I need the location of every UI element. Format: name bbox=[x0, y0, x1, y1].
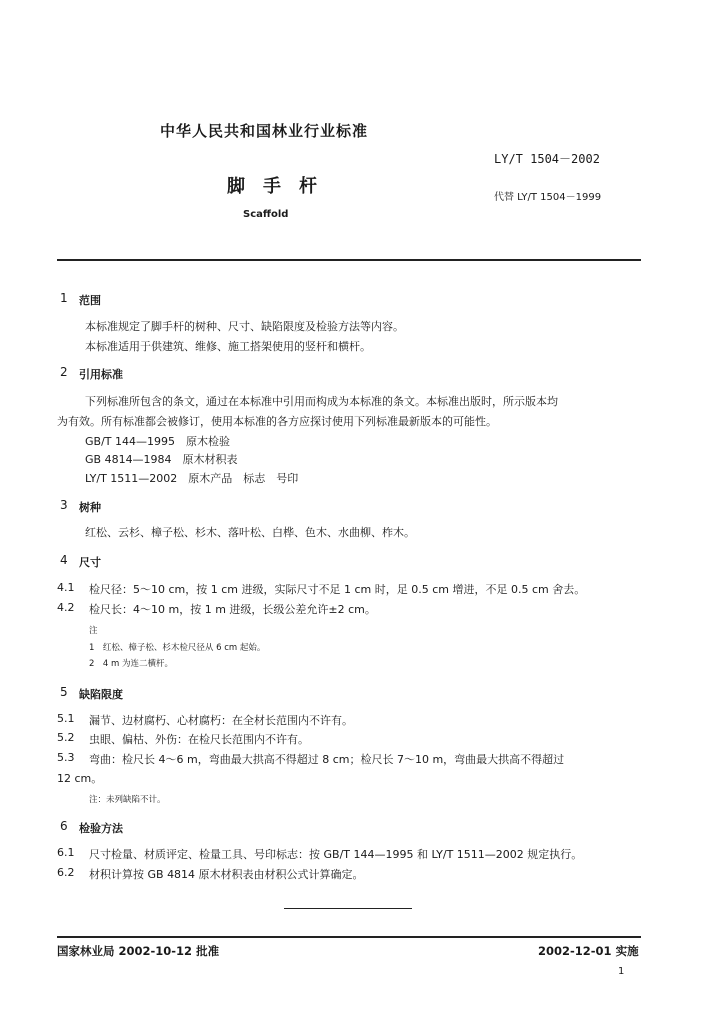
clause-5-3-text-line-2: 12 cm。 bbox=[57, 772, 103, 785]
section-2-title: 引用标准 bbox=[79, 368, 123, 381]
section-5-note: 注：未列缺陷不计。 bbox=[89, 795, 166, 805]
clause-5-1-text: 漏节、边材腐朽、心材腐朽：在全材长范围内不许有。 bbox=[89, 714, 353, 727]
clause-5-1-number: 5.1 bbox=[57, 712, 75, 725]
clause-4-2-text: 检尺长：4～10 m，按 1 m 进级，长级公差允许±2 cm。 bbox=[89, 603, 376, 616]
clause-4-2-number: 4.2 bbox=[57, 601, 75, 614]
reference-item: GB 4814—1984 原木材积表 bbox=[85, 453, 238, 466]
section-6-number: 6 bbox=[60, 819, 68, 833]
section-4-number: 4 bbox=[60, 553, 68, 567]
section-1-title: 范围 bbox=[79, 294, 101, 307]
clause-5-3-text-line-1: 弯曲：检尺长 4～6 m，弯曲最大拱高不得超过 8 cm；检尺长 7～10 m，弯曲最大拱高不得超过 bbox=[89, 753, 565, 766]
clause-6-2-text: 材积计算按 GB 4814 原木材积表由材积公式计算确定。 bbox=[89, 868, 364, 881]
section-1-para-1: 本标准规定了脚手杆的树种、尺寸、缺陷限度及检验方法等内容。 bbox=[85, 320, 404, 333]
clause-6-2-number: 6.2 bbox=[57, 866, 75, 879]
clause-5-2-number: 5.2 bbox=[57, 731, 75, 744]
section-4-title: 尺寸 bbox=[79, 556, 101, 569]
english-title: Scaffold bbox=[243, 209, 289, 220]
clause-6-1-number: 6.1 bbox=[57, 846, 75, 859]
section-4-note-2: 2 4 m 为连二横杆。 bbox=[89, 659, 174, 669]
section-1-para-2: 本标准适用于供建筑、维修、施工搭架使用的竖杆和横杆。 bbox=[85, 340, 371, 353]
section-3-title: 树种 bbox=[79, 501, 101, 514]
footer-divider bbox=[57, 936, 641, 938]
header-divider bbox=[57, 259, 641, 261]
replaces-standard: 代替 LY/T 1504－1999 bbox=[494, 192, 602, 203]
clause-5-2-text: 虫眼、偏枯、外伤：在检尺长范围内不许有。 bbox=[89, 733, 309, 746]
section-2-para-line-1: 下列标准所包含的条文，通过在本标准中引用而构成为本标准的条文。本标准出版时，所示版本均 bbox=[85, 395, 558, 408]
approval-date: 国家林业局 2002-10-12 批准 bbox=[57, 944, 220, 958]
end-of-text-rule bbox=[284, 908, 412, 909]
clause-5-3-number: 5.3 bbox=[57, 751, 75, 764]
reference-item: LY/T 1511—2002 原木产品 标志 号印 bbox=[85, 472, 299, 485]
clause-4-1-text: 检尺径：5～10 cm，按 1 cm 进级，实际尺寸不足 1 cm 时，足 0.5 cm 增进，不足 0.5 cm 舍去。 bbox=[89, 583, 586, 596]
standard-code: LY/T 1504－2002 bbox=[494, 152, 600, 166]
page-number: 1 bbox=[618, 966, 625, 977]
section-4-note-1: 1 红松、樟子松、杉木检尺径从 6 cm 起始。 bbox=[89, 643, 266, 653]
section-1-number: 1 bbox=[60, 291, 68, 305]
section-2-para-line-2: 为有效。所有标准都会被修订，使用本标准的各方应探讨使用下列标准最新版本的可能性。 bbox=[57, 415, 497, 428]
section-3-number: 3 bbox=[60, 498, 68, 512]
section-3-para: 红松、云杉、樟子松、杉木、落叶松、白桦、色木、水曲柳、柞木。 bbox=[85, 526, 415, 539]
section-5-number: 5 bbox=[60, 685, 68, 699]
implementation-date: 2002-12-01 实施 bbox=[538, 944, 639, 958]
reference-item: GB/T 144—1995 原木检验 bbox=[85, 435, 230, 448]
clause-6-1-text: 尺寸检量、材质评定、检量工具、号印标志：按 GB/T 144—1995 和 LY/T 1511—2002 规定执行。 bbox=[89, 848, 583, 861]
section-6-title: 检验方法 bbox=[79, 822, 123, 835]
section-2-number: 2 bbox=[60, 365, 68, 379]
clause-4-1-number: 4.1 bbox=[57, 581, 75, 594]
section-5-title: 缺陷限度 bbox=[79, 688, 123, 701]
document-title: 脚手杆 bbox=[227, 176, 335, 197]
issuing-organization: 中华人民共和国林业行业标准 bbox=[160, 122, 369, 140]
section-4-note-label: 注 bbox=[89, 626, 98, 636]
